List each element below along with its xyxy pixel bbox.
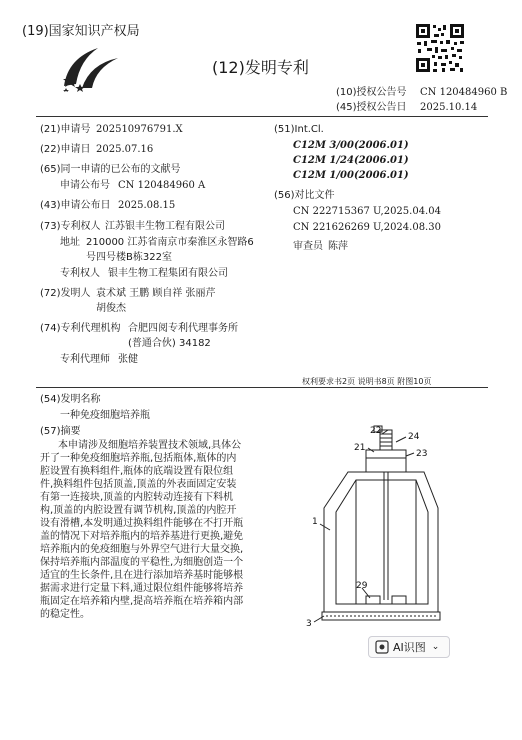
app-no: 202510976791.X [96, 124, 183, 135]
office-name: (19)国家知识产权局 [22, 24, 140, 39]
agent-label: 专利代理师 [60, 354, 110, 365]
address-line-1: 210000 江苏省南京市秦淮区永智路6 [86, 237, 254, 248]
patent-office-emblem [58, 44, 128, 92]
abstract-line: 件,换料组件包括顶盖,顶盖的外表面固定安装 [40, 479, 237, 490]
prior-pub-label: (65)同一申请的已公布的文献号 [40, 164, 181, 175]
abstract-line: 培养瓶内的免疫细胞与外界空气进行大量交换, [40, 544, 244, 555]
app-pub-date: 2025.08.15 [118, 200, 176, 211]
document-type: (12)发明专利 [212, 58, 309, 77]
prior-pub-sub-label: 申请公布号 [60, 180, 110, 191]
holder2: 银丰生物工程集团有限公司 [108, 268, 228, 279]
ipc-item: C12M 1/24(2006.01) [293, 155, 409, 166]
figure-label-23: 23 [416, 449, 428, 459]
chevron-down-icon: ⌄ [431, 641, 440, 652]
abstract-line: 设有滑槽,本发明通过换料组件能够在不打开瓶 [40, 518, 244, 529]
refs-label: (56)对比文件 [274, 190, 335, 201]
holder: 江苏银丰生物工程有限公司 [105, 221, 225, 232]
app-no-label: (21)申请号 [40, 124, 91, 135]
holder-label: (73)专利权人 [40, 221, 101, 232]
figure-label-24: 24 [408, 432, 420, 442]
agent: 张健 [118, 354, 138, 365]
abstract-line: 有第一连接块,顶盖的内腔转动连接有下料机 [40, 492, 234, 503]
examiner: 陈萍 [328, 241, 348, 252]
ai-scan-icon [375, 640, 389, 654]
ai-recognize-button[interactable] [368, 636, 450, 658]
ipc-item: C12M 1/00(2006.01) [293, 170, 409, 181]
figure-label-1: 1 [312, 517, 318, 527]
ref-item: CN 221626269 U,2024.08.30 [293, 222, 441, 233]
holder2-label: 专利权人 [60, 268, 100, 279]
pub-no: CN 120484960 B [420, 87, 508, 98]
abstract-line: 本申请涉及细胞培养装置技术领域,具体公 [58, 440, 242, 451]
abstract-line: 腔设置有换料组件,瓶体的底端设置有限位组 [40, 466, 234, 477]
abstract-line: 盖的情况下对培养瓶内的培养基进行更换,避免 [40, 531, 244, 542]
abstract-line: 据需求进行定量下料,通过限位组件能够将培养 [40, 583, 244, 594]
agency-label: (74)专利代理机构 [40, 323, 121, 334]
pub-date: 2025.10.14 [420, 102, 478, 113]
ipc-item: C12M 3/00(2006.01) [293, 140, 409, 151]
figure-label-21: 21 [354, 443, 366, 453]
abstract-line: 保持培养瓶内部温度的平稳性,为细胞创造一个 [40, 557, 244, 568]
address-label: 地址 [60, 237, 80, 248]
pub-no-label: (10)授权公告号 [336, 87, 407, 98]
abstract-line: 瓶固定在培养箱内壁,提高培养瓶在培养箱内部 [40, 596, 244, 607]
figure-label-29: 29 [356, 581, 368, 591]
abstract-text [40, 439, 268, 621]
abstract-label: (57)摘要 [40, 426, 81, 437]
abstract-figure [296, 420, 466, 635]
ipc-label: (51)Int.Cl. [274, 124, 324, 135]
title-label: (54)发明名称 [40, 394, 101, 405]
figure-label-22: 22 [370, 426, 382, 436]
page-counts: 权利要求书2页 说明书8页 附图10页 [302, 377, 432, 386]
section-divider [36, 387, 488, 388]
ref-item: CN 222715367 U,2025.04.04 [293, 206, 441, 217]
address-line-2: 号四号楼B栋322室 [86, 252, 172, 263]
app-pub-date-label: (43)申请公布日 [40, 200, 111, 211]
figure-label-3: 3 [306, 619, 312, 629]
abstract-line: 适宜的生长条件,且在进行添加培养基时能够根 [40, 570, 244, 581]
examiner-label: 审查员 [293, 241, 323, 252]
prior-pub-no: CN 120484960 A [118, 180, 206, 191]
invention-title: 一种免疫细胞培养瓶 [60, 410, 150, 421]
abstract-line: 的稳定性。 [40, 609, 90, 620]
inventors-line-1: 袁术斌 王鹏 顾自祥 张丽芹 [96, 288, 216, 299]
agency-line-1: 合肥四阅专利代理事务所 [128, 323, 238, 334]
abstract-line: 构,顶盖的内腔设置有调节机构,顶盖的内腔开 [40, 505, 237, 516]
qr-code [414, 22, 466, 74]
inventor-label: (72)发明人 [40, 288, 91, 299]
inventors-line-2: 胡俊杰 [96, 303, 126, 314]
abstract-line: 开了一种免疫细胞培养瓶,包括瓶体,瓶体的内 [40, 453, 237, 464]
app-date-label: (22)申请日 [40, 144, 91, 155]
pub-date-label: (45)授权公告日 [336, 102, 407, 113]
ai-recognize-label: AI识图 [393, 640, 426, 654]
agency-line-2: (普通合伙) 34182 [128, 338, 211, 349]
header-divider [36, 116, 488, 117]
app-date: 2025.07.16 [96, 144, 154, 155]
